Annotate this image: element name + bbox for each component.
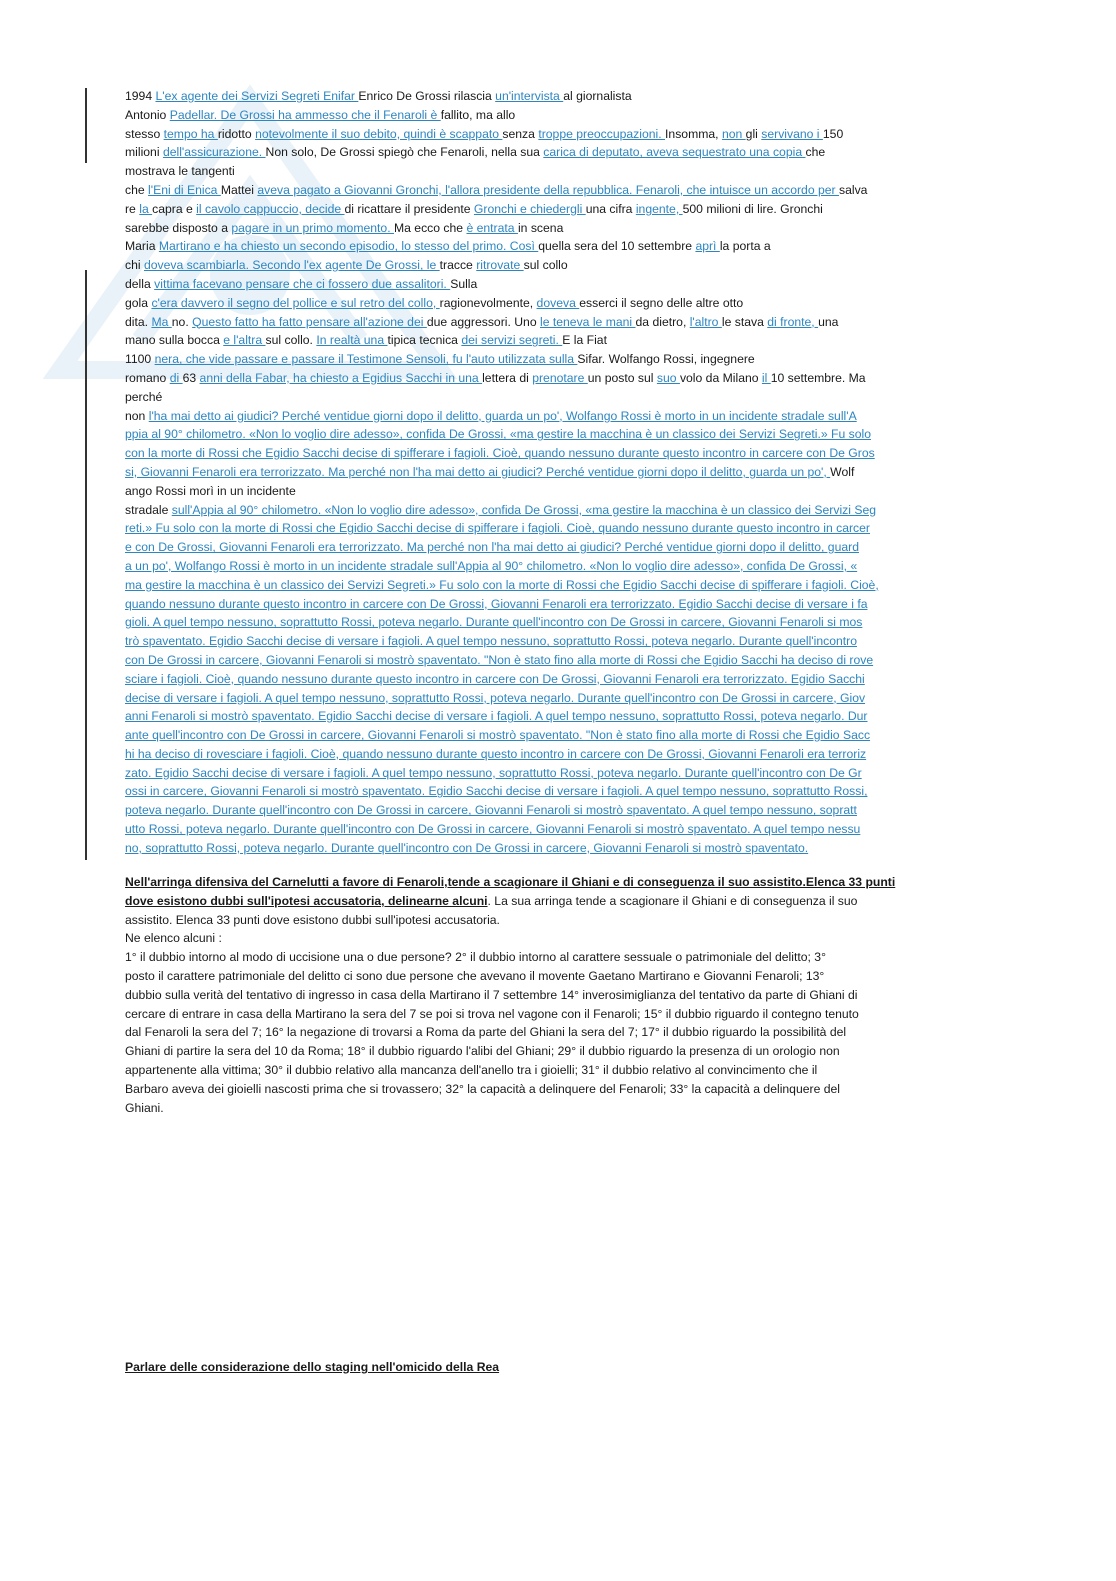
text-run: al giornalista	[563, 89, 632, 103]
footer-heading: Parlare delle considerazione dello staging nell'omicido della Rea	[125, 1360, 500, 1374]
text-run: in scena	[517, 220, 564, 235]
text-line	[125, 538, 989, 557]
text-run: stradale	[125, 502, 172, 517]
text-line	[125, 331, 989, 350]
margin-change-bar	[85, 88, 87, 163]
text-run: Wolf	[830, 464, 855, 479]
inline-link[interactable]: troppe preoccupazioni.	[538, 126, 666, 141]
inline-link[interactable]: gioli. A quel tempo nessuno, soprattutto Rossi, poteva negarlo. Durante quell'incontro con De Grossi in carcere, Giovanni Fenaroli si mos	[125, 615, 863, 630]
text-line	[125, 839, 989, 858]
text-run: E la Fiat	[562, 333, 607, 348]
text-line	[125, 256, 989, 275]
text-run: no.	[171, 314, 193, 329]
inline-link[interactable]: la	[139, 201, 153, 216]
text-run: le stava	[721, 314, 768, 329]
inline-link[interactable]: notevolmente il suo debito, quindi è scappato	[255, 126, 503, 141]
text-run: lettera di	[482, 370, 533, 385]
inline-link[interactable]: aprì	[695, 239, 720, 254]
text-line	[125, 313, 989, 332]
text-line	[125, 782, 989, 801]
inline-link[interactable]: e l'altra	[223, 333, 266, 348]
text-run: ango Rossi morì in un incidente	[125, 483, 296, 498]
inline-link[interactable]: tempo ha	[163, 126, 218, 141]
inline-link[interactable]: e con De Grossi, Giovanni Fenaroli era terrorizzato. Ma perché non l'ha mai detto ai giudici? Perché ventidue giorni dopo il delitto, guard	[125, 540, 859, 555]
text-run: re	[125, 201, 140, 216]
text-line	[125, 237, 989, 256]
list-line: 1° il dubbio intorno al modo di uccisione una o due persone? 2° il dubbio intorno al carattere sessuale o patrimoniale del delitto; 3°	[125, 950, 826, 965]
inline-link[interactable]: Padellar. De Grossi ha ammesso che il Fenaroli è	[169, 107, 441, 122]
text-run: non	[125, 408, 149, 423]
inline-link[interactable]: aveva pagato a Giovanni Gronchi, l'allora presidente della repubblica. Fenaroli, che intuisce un accordo per	[257, 182, 839, 197]
inline-link[interactable]: no, soprattutto Rossi, poteva negarlo. Durante quell'incontro con De Grossi in carcere, Giovanni Fenaroli si mostrò spaventato.	[125, 840, 809, 855]
list-line: dubbio sulla verità del tentativo di ingresso in casa della Martirano il 7 settembre 14° inverosimiglianza del tentativo da parte di Ghiani di	[125, 987, 858, 1002]
inline-link[interactable]: con De Grossi in carcere, Giovanni Fenaroli si mostrò spaventato. "Non è stato fino alla morte di Rossi che Egidio Sacchi ha deciso di rove	[125, 652, 874, 667]
inline-link[interactable]: l'ha mai detto ai giudici? Perché ventidue giorni dopo il delitto, guarda un po', Wolfango Rossi è morto in un incidente stradale sull'A	[148, 408, 857, 423]
text-line	[125, 501, 989, 520]
inline-link[interactable]: il	[761, 370, 771, 385]
text-line	[125, 181, 989, 200]
inline-link[interactable]: trò spaventato. Egidio Sacchi decise di versare i fagioli. A quel tempo nessuno, soprattutto Rossi, poteva negarlo. Durante quell'incontro	[125, 634, 857, 649]
text-line	[125, 294, 989, 313]
text-run: mostrava le tangenti	[125, 164, 235, 179]
inline-link[interactable]: dell'assicurazione.	[162, 145, 266, 160]
text-line	[125, 632, 989, 651]
text-line	[125, 707, 989, 726]
section-intro: . La sua arringa tende a scagionare il Ghiani e di conseguenza il suo	[487, 893, 858, 908]
inline-link[interactable]: ante quell'incontro con De Grossi in carcere, Giovanni Fenaroli si mostrò spaventato. "Non è stato fino alla morte di Rossi che Egidio Sacc	[125, 728, 871, 743]
text-run: Maria	[125, 239, 159, 254]
text-run: gli	[745, 126, 762, 141]
inline-link[interactable]: carica di deputato, aveva sequestrato una copia	[543, 145, 806, 160]
doubts-list	[125, 948, 989, 1117]
text-run: da dietro,	[635, 314, 690, 329]
inline-link[interactable]: zato. Egidio Sacchi decise di versare i fagioli. A quel tempo nessuno, soprattutto Rossi, poteva negarlo. Durante quell'incontro con De Gr	[125, 765, 862, 780]
text-run: Antonio	[125, 107, 170, 122]
section-paragraph	[125, 873, 989, 948]
text-run: Mattei	[220, 182, 258, 197]
text-run: una	[818, 314, 839, 329]
text-run: sul collo.	[265, 333, 317, 348]
text-line	[125, 463, 989, 482]
text-run: Insomma,	[665, 126, 722, 141]
text-run: romano	[125, 370, 170, 385]
inline-link[interactable]: In realtà una	[316, 333, 388, 348]
inline-link[interactable]: si, Giovanni Fenaroli era terrorizzato. Ma perché non l'ha mai detto ai giudici? Perché ventidue giorni dopo il delitto, guarda un po',	[125, 464, 831, 479]
arringa-section	[125, 873, 989, 1117]
inline-link[interactable]: le teneva le mani	[539, 314, 636, 329]
margin-change-bar	[85, 270, 87, 860]
text-run: Sulla	[450, 276, 478, 291]
text-line	[125, 125, 989, 144]
inline-link[interactable]: L'ex agente dei Servizi Segreti Enifar	[155, 89, 359, 103]
inline-link[interactable]: sciare i fagioli. Cioè, quando nessuno durante questo incontro in carcere con De Grossi, Giovanni Fenaroli era terrorizzato. Egidio Sacchi	[125, 671, 865, 686]
text-run: sarebbe disposto a	[125, 220, 232, 235]
text-run: sul collo	[523, 258, 568, 273]
text-run: Non solo, De Grossi spiegò che Fenaroli, nella sua	[265, 145, 544, 160]
text-line	[125, 106, 989, 125]
list-line: Ghiani di partire la sera del 10 da Roma; 18° il dubbio riguardo l'alibi del Ghiani; 29° il dubbio riguardo la presenza di un orologio non	[125, 1044, 840, 1059]
text-line	[125, 200, 989, 219]
section-intro-cont: assistito. Elenca 33 punti dove esistono dubbi sull'ipotesi accusatoria.	[125, 912, 500, 927]
text-line	[125, 407, 989, 426]
text-line	[125, 764, 989, 783]
inline-link[interactable]: è entrata	[466, 220, 518, 235]
inline-link[interactable]: poteva negarlo. Durante quell'incontro con De Grossi in carcere, Giovanni Fenaroli si mostrò spaventato. A quel tempo nessuno, sopratt	[125, 803, 857, 818]
text-run: Enrico De Grossi rilascia	[358, 89, 496, 103]
text-line	[125, 369, 989, 388]
inline-link[interactable]: di fronte,	[767, 314, 819, 329]
inline-link[interactable]: reti.» Fu solo con la morte di Rossi che Egidio Sacchi decise di spifferare i fagioli. Cioè, quando nessuno durante questo incontro in carcer	[125, 521, 870, 536]
text-line	[125, 595, 989, 614]
inline-link[interactable]: anni della Fabar, ha chiesto a Egidius Sacchi in una	[199, 370, 483, 385]
inline-link[interactable]: c'era davvero il segno del pollice e sul retro del collo,	[151, 295, 440, 310]
text-run: volo da Milano	[679, 370, 762, 385]
text-run: esserci il segno delle altre otto	[579, 295, 744, 310]
inline-link[interactable]: di	[169, 370, 183, 385]
text-line	[125, 482, 989, 501]
text-line	[125, 350, 989, 369]
text-run: 63	[182, 370, 200, 385]
text-run: ragionevolmente,	[439, 295, 537, 310]
inline-link[interactable]: Questo fatto ha fatto pensare all'azione dei	[192, 314, 427, 329]
text-run: della	[125, 276, 155, 291]
text-run: che	[125, 182, 149, 197]
text-run: tipica tecnica	[387, 333, 462, 348]
list-line: Barbaro aveva dei gioielli nascosti prima che si trovassero; 32° la capacità a delinquere del Fenaroli; 33° la capacità a delinquere del	[125, 1081, 841, 1096]
text-line	[125, 143, 989, 162]
list-intro: Ne elenco alcuni :	[125, 931, 222, 946]
inline-link[interactable]: ingente,	[635, 201, 683, 216]
inline-link[interactable]: prenotare	[532, 370, 588, 385]
inline-link[interactable]: hi ha deciso di rovesciare i fagioli. Cioè, quando nessuno durante questo incontro in carcere con De Grossi, Giovanni Fenaroli era terroriz	[125, 746, 867, 761]
inline-link[interactable]: ritrovate	[476, 258, 524, 273]
inline-link[interactable]: utto Rossi, poteva negarlo. Durante quell'incontro con De Grossi in carcere, Giovanni Fenaroli si mostrò spaventato. A quel tempo nessu	[125, 822, 861, 837]
text-run: fallito, ma allo	[440, 107, 516, 122]
text-run: chi	[125, 258, 144, 273]
text-run: capra e	[152, 201, 197, 216]
text-run: 10 settembre. Ma	[770, 370, 866, 385]
text-line	[125, 388, 989, 407]
inline-link[interactable]: ppia al 90° chilometro. «Non lo voglio dire adesso», confida De Grossi, «ma gestire la macchina è un classico dei Servizi Segreti.» Fu solo	[125, 427, 871, 442]
inline-link[interactable]: l'Eni di Enica	[148, 182, 221, 197]
text-line	[125, 275, 989, 294]
list-line: Ghiani.	[125, 1100, 164, 1115]
text-run: 500 milioni di lire. Gronchi	[682, 201, 823, 216]
text-run: stesso	[125, 126, 164, 141]
text-run: dita.	[125, 314, 152, 329]
text-run: la porta a	[719, 239, 771, 254]
section-heading-cont: dove esistono dubbi sull'ipotesi accusatoria, delinearne alcuni	[125, 893, 488, 908]
text-run: che	[805, 145, 826, 160]
inline-link[interactable]: Ma	[151, 314, 172, 329]
text-run: quella sera del 10 settembre	[538, 239, 696, 254]
text-run: mano sulla bocca	[125, 333, 224, 348]
inline-link[interactable]: vittima facevano pensare che ci fossero due assalitori.	[154, 276, 451, 291]
inline-link[interactable]: il cavolo cappuccio, decide	[196, 201, 345, 216]
text-run: un posto sul	[587, 370, 657, 385]
text-run: 1100	[125, 352, 155, 367]
inline-link[interactable]: con la morte di Rossi che Egidio Sacchi decise di spifferare i fagioli. Cioè, quando nessuno durante questo incontro in carcere con De Gros	[125, 446, 875, 461]
text-line	[125, 651, 989, 670]
inline-link[interactable]: doveva scambiarla. Secondo l'ex agente De Grossi, le	[143, 258, 440, 273]
list-line: dal Fenaroli la sera del 7; 16° la negazione di trovarsi a Roma da parte del Ghiani la sera del 7; 17° il dubbio riguardo la possibilità del	[125, 1025, 847, 1040]
inline-link[interactable]: ossi in carcere, Giovanni Fenaroli si mostrò spaventato. Egidio Sacchi decise di versare i fagioli. A quel tempo nessuno, soprattutto Rossi,	[125, 784, 868, 799]
text-run: salva	[839, 182, 868, 197]
text-line	[125, 576, 989, 595]
text-line	[125, 801, 989, 820]
inline-link[interactable]: ma gestire la macchina è un classico dei Servizi Segreti.» Fu solo con la morte di Rossi che Egidio Sacchi decise di spifferare i fagioli. Cioè,	[125, 577, 879, 592]
list-line: posto il carattere patrimoniale del delitto ci sono due persone che avevano il movente Gaetano Martirano e Giovanni Fenaroli; 13°	[125, 968, 825, 983]
text-line	[125, 745, 989, 764]
list-line: appartenente alla vittima; 30° il dubbio relativo alla mancanza dell'anello tra i gioielli; 31° il dubbio relativo al convincimento che il	[125, 1062, 818, 1077]
text-line	[125, 670, 989, 689]
inline-link[interactable]: suo	[656, 370, 680, 385]
text-line	[125, 425, 989, 444]
body-text-upper	[125, 87, 989, 858]
text-line	[125, 557, 989, 576]
inline-link[interactable]: non	[721, 126, 746, 141]
text-line	[125, 519, 989, 538]
text-run: tracce	[439, 258, 477, 273]
text-line	[125, 444, 989, 463]
text-line	[125, 162, 989, 181]
inline-link[interactable]: servivano i	[761, 126, 823, 141]
text-run: 150	[822, 126, 844, 141]
text-run: Ma ecco che	[393, 220, 467, 235]
list-line: cercare di entrare in casa della Martirano la sera del 7 se poi si trova nel vagone con il Fenaroli; 15° il dubbio riguardo il contegno tenuto	[125, 1006, 859, 1021]
inline-link[interactable]: sull'Appia al 90° chilometro. «Non lo voglio dire adesso», confida De Grossi, «ma gestire la macchina è un classico dei Servizi Seg	[171, 502, 877, 517]
text-line	[125, 820, 989, 839]
text-line	[125, 87, 989, 106]
text-run: senza	[502, 126, 539, 141]
text-run: Sifar. Wolfango Rossi, ingegnere	[577, 352, 755, 367]
inline-link[interactable]: Martirano e ha chiesto un secondo episodio, lo stesso del primo. Così	[158, 239, 539, 254]
text-line	[125, 219, 989, 238]
inline-link[interactable]: decise di versare i fagioli. A quel tempo nessuno, soprattutto Rossi, poteva negarlo. Durante quell'incontro con De Grossi in carcere, Giov	[125, 690, 866, 705]
text-run: ridotto	[217, 126, 256, 141]
text-run: gola	[125, 295, 152, 310]
text-line	[125, 689, 989, 708]
inline-link[interactable]: l'altro	[689, 314, 722, 329]
text-run: due aggressori. Uno	[426, 314, 540, 329]
inline-link[interactable]: doveva	[536, 295, 580, 310]
inline-link[interactable]: pagare in un primo momento.	[231, 220, 394, 235]
section-heading: Nell'arringa difensiva del Carnelutti a favore di Fenaroli,tende a scagionare il Ghiani e di conseguenza il suo assistito.Elenca 33 punti	[125, 875, 896, 889]
inline-link[interactable]: a un po', Wolfango Rossi è morto in un incidente stradale sull'Appia al 90° chilometro. «Non lo voglio dire adesso», confida De Grossi, «	[125, 558, 858, 573]
text-run: perché	[125, 389, 163, 404]
text-run: di ricattare il presidente	[344, 201, 474, 216]
inline-link[interactable]: anni Fenaroli si mostrò spaventato. Egidio Sacchi decise di versare i fagioli. A quel tempo nessuno, soprattutto Rossi, poteva negarlo. Dur	[125, 709, 868, 724]
inline-link[interactable]: Gronchi e chiedergli	[473, 201, 586, 216]
inline-link[interactable]: quando nessuno durante questo incontro in carcere con De Grossi, Giovanni Fenaroli era terrorizzato. Egidio Sacchi decise di versare i fa	[125, 596, 868, 611]
text-run: milioni	[125, 145, 163, 160]
text-run: una cifra	[585, 201, 636, 216]
text-run: 1994	[125, 89, 156, 103]
text-line	[125, 726, 989, 745]
inline-link[interactable]: nera, che vide passare e passare il Testimone Sensoli, fu l'auto utilizzata sulla	[154, 352, 578, 367]
inline-link[interactable]: un'intervista	[495, 89, 564, 103]
text-line	[125, 613, 989, 632]
inline-link[interactable]: dei servizi segreti.	[461, 333, 563, 348]
